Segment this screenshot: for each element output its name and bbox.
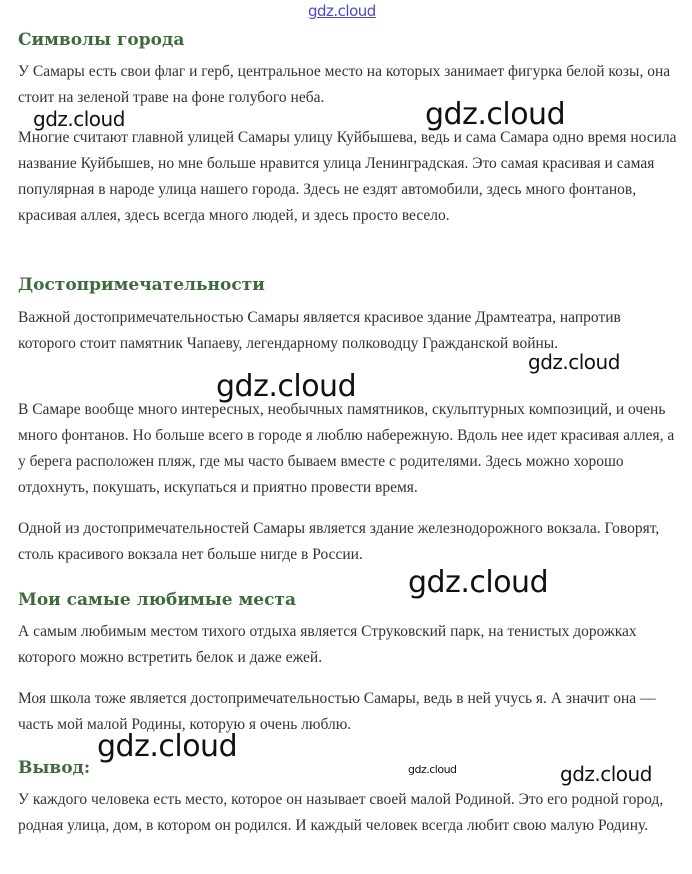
paragraph-streets: Многие считают главной улицей Самары улицу Куйбышева, ведь и сама Самара одно время носила название Куйбышев, но мне больше нравится улица Ленинградская. Это самая красивая и самая популярная в народе улица нашего города. Здесь не ездят автомобили, здесь много фонтанов, красивая аллея, здесь всегда много людей, и здесь просто весело. [18,129,677,224]
watermark: gdz.cloud [97,729,238,764]
section-heading-sights: Достопримечательности [18,275,265,295]
watermark: gdz.cloud [33,107,125,131]
watermark: gdz.cloud [408,565,549,600]
watermark: gdz.cloud [408,763,457,776]
section-heading-symbols: Символы города [18,30,185,50]
watermark: gdz.cloud [560,762,652,786]
paragraph-embankment: В Самаре вообще много интересных, необычных памятников, скульптурных композиций, и очень много фонтанов. Но больше всего в городе я люблю набережную. Вдоль нее идет красивая аллея, а у берега расположен пляж, где мы часто бываем вместе с родителями. Здесь можно хорошо отдохнуть, покушать, искупаться и приятно провести время. [18,401,675,496]
section-heading-favorite-places: Мои самые любимые места [18,590,296,610]
paragraph-conclusion: У каждого человека есть место, которое он называет своей малой Родиной. Это его родной город, родная улица, дом, в котором он родился. И каждый человек всегда любит свою малую Родину. [18,791,664,834]
paragraph-flag: У Самары есть свои флаг и герб, центральное место на которых занимает фигурка белой козы, она стоит на зеленой траве на фоне голубого неба. [18,63,671,106]
watermark: gdz.cloud [308,2,376,20]
watermark: gdz.cloud [425,97,566,132]
paragraph-drama-theatre: Важной достопримечательностью Самары является красивое здание Драмтеатра, напротив которого стоит памятник Чапаеву, легендарному полководцу Гражданской войны. [18,309,621,352]
watermark: gdz.cloud [528,350,620,374]
paragraph-park: А самым любимым местом тихого отдыха является Струковский парк, на тенистых дорожках которого можно встретить белок и даже ежей. [18,623,637,666]
paragraph-school: Моя школа тоже является достопримечательностью Самары, ведь в ней учусь я. А значит она — часть мой малой Родины, которую я очень люблю. [18,690,656,733]
paragraph-railway-station: Одной из достопримечательностей Самары является здание железнодорожного вокзала. Говорят, столь красивого вокзала нет больше нигде в России. [18,520,660,563]
section-heading-conclusion: Вывод: [18,758,91,778]
watermark: gdz.cloud [216,369,357,404]
